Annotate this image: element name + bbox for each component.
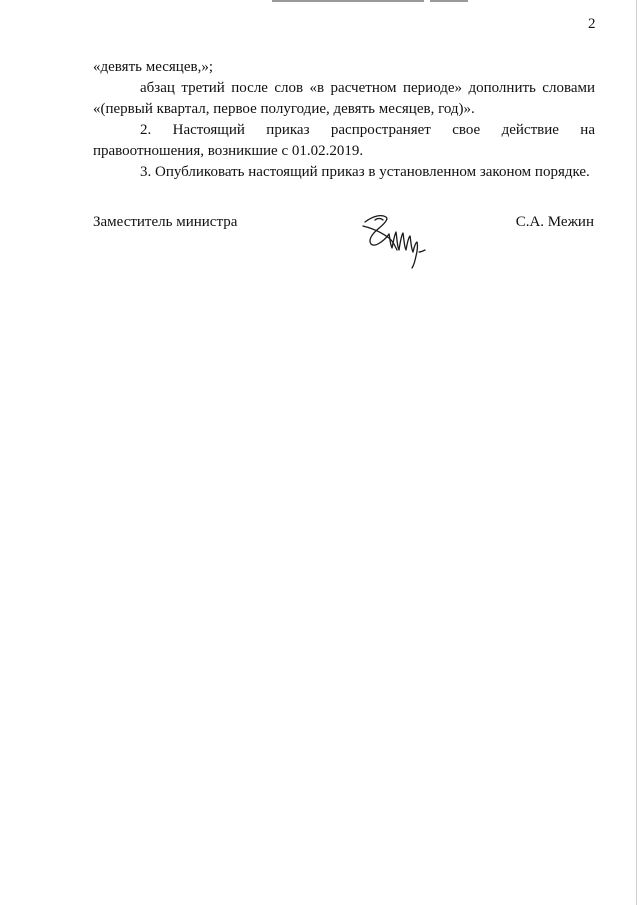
paragraph-line: абзац третий после слов «в расчетном периоде» дополнить словами <box>140 80 595 96</box>
handwritten-signature <box>359 208 431 270</box>
paragraph-line: 3. Опубликовать настоящий приказ в установленном законом порядке. <box>140 164 590 180</box>
scan-artifact-edge <box>636 0 637 905</box>
paragraph-line: «девять месяцев,»; <box>93 59 213 75</box>
paragraph-line: 2. Настоящий приказ распространяет свое действие на <box>140 122 595 138</box>
page-number: 2 <box>588 16 596 32</box>
paragraph-line: «(первый квартал, первое полугодие, девять месяцев, год)». <box>93 101 475 117</box>
scan-artifact-top <box>430 0 468 2</box>
scan-artifact-top <box>272 0 424 2</box>
paragraph-line: правоотношения, возникшие с 01.02.2019. <box>93 143 364 159</box>
signatory-name: С.А. Межин <box>515 214 594 230</box>
signature-block <box>93 208 595 268</box>
document-body <box>93 57 595 183</box>
signatory-title: Заместитель министра <box>93 214 238 230</box>
